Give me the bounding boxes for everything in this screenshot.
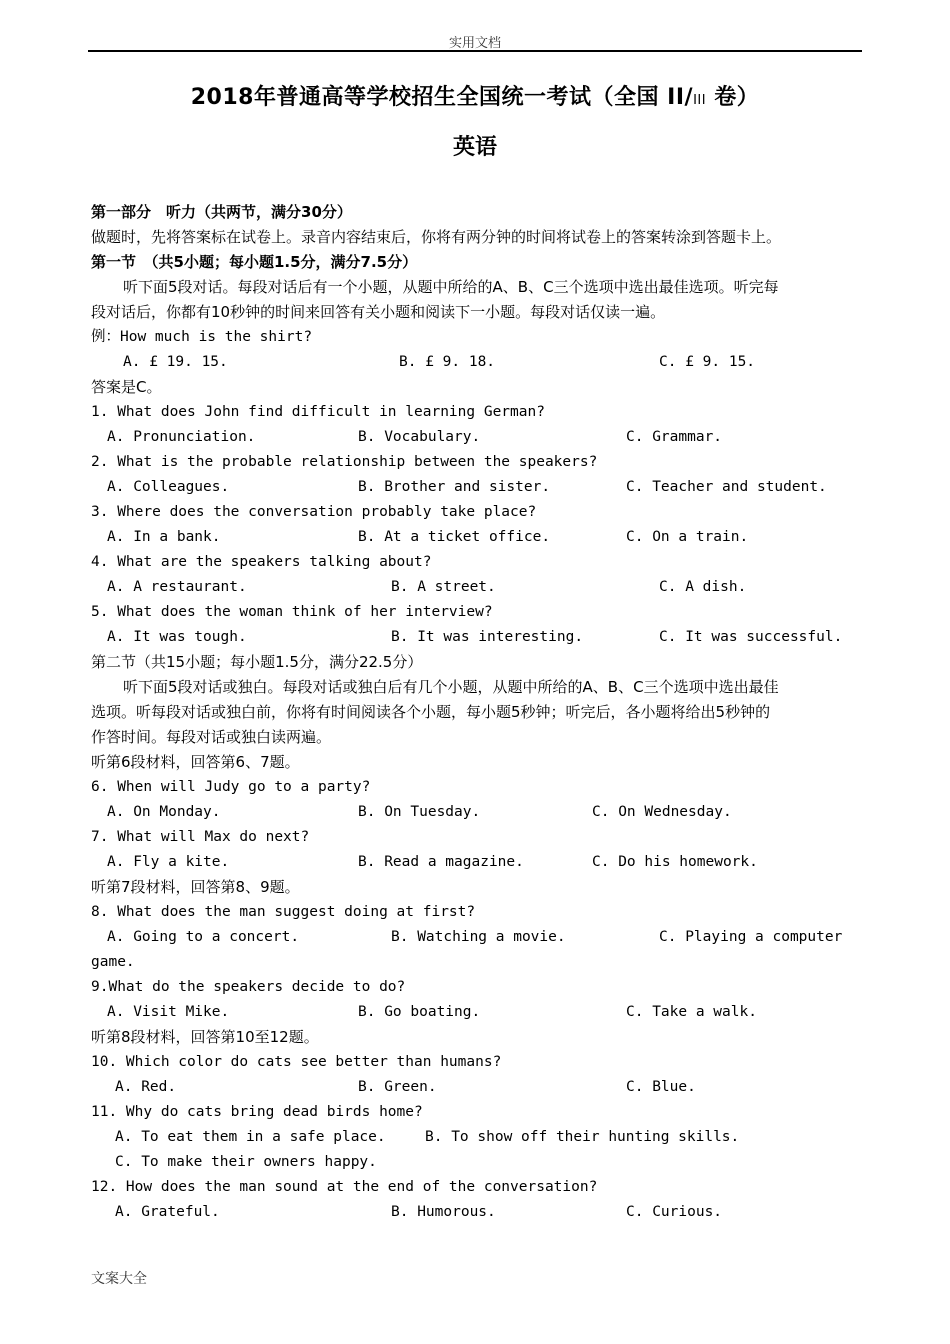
question-options	[91, 1125, 861, 1150]
question-stem: 5. What does the woman think of her interview?	[91, 604, 493, 620]
page-header: 实用文档	[448, 36, 501, 51]
option-b: B. To show off their hunting skills.	[425, 1129, 740, 1145]
option-c: C. To make their owners happy.	[115, 1154, 377, 1170]
question-stem: 1. What does John find difficult in learning German?	[91, 404, 545, 420]
option-c: C. On Wednesday.	[592, 804, 732, 820]
exam-title-end: 卷）	[706, 85, 760, 110]
option-b: B. Go boating.	[358, 1004, 481, 1020]
option-c: C. Blue.	[626, 1079, 696, 1095]
option-c: C. £ 9. 15.	[659, 354, 756, 370]
option-b: B. A street.	[391, 579, 496, 595]
question-stem: 8. What does the man suggest doing at first?	[91, 904, 476, 920]
exam-title	[0, 80, 950, 111]
question-stem: 6. When will Judy go to a party?	[91, 779, 371, 795]
option-c: C. Grammar.	[626, 429, 723, 445]
section2-heading: 第二节（共15小题；每小题1.5分，满分22.5分）	[91, 653, 423, 671]
question-stem: 11. Why do cats bring dead birds home?	[91, 1104, 423, 1120]
question-options	[91, 1075, 861, 1100]
question-stem: 10. Which color do cats see better than humans?	[91, 1054, 502, 1070]
part1-instruction: 做题时，先将答案标在试卷上。录音内容结束后，你将有两分钟的时间将试卷上的答案转涂到答题卡上。	[91, 228, 782, 246]
option-a: A. Red.	[115, 1079, 177, 1095]
question-options	[91, 475, 861, 500]
option-b: B. £ 9. 18.	[399, 354, 496, 370]
section1-heading: 第一节 （共5小题；每小题1.5分，满分7.5分）	[91, 253, 418, 271]
option-b: B. It was interesting.	[391, 629, 584, 645]
question-options	[91, 800, 861, 825]
option-a: A. It was tough.	[107, 629, 247, 645]
option-a: A. To eat them in a safe place.	[115, 1129, 386, 1145]
option-b: B. On Tuesday.	[358, 804, 481, 820]
option-a: A. Colleagues.	[107, 479, 230, 495]
material-heading: 听第6段材料，回答第6、7题。	[91, 753, 300, 771]
question-stem: 7. What will Max do next?	[91, 829, 310, 845]
exam-title-main: 2018年普通高等学校招生全国统一考试（全国 II/	[190, 85, 694, 110]
question-options	[91, 625, 861, 650]
option-b: B. Vocabulary.	[358, 429, 481, 445]
question-options	[91, 1200, 861, 1225]
section2-intro-line: 听下面5段对话或独白。每段对话或独白后有几个小题，从题中所给的A、B、C三个选项中选出最佳	[123, 678, 779, 696]
option-c: C. Teacher and student.	[626, 479, 827, 495]
option-b: B. Humorous.	[391, 1204, 496, 1220]
example-answer: 答案是C。	[91, 378, 162, 396]
question-stem: 2. What is the probable relationship between the speakers?	[91, 454, 598, 470]
option-continuation: game.	[91, 954, 135, 970]
question-options	[91, 925, 861, 950]
option-b: B. Watching a movie.	[391, 929, 566, 945]
option-a: A. A restaurant.	[107, 579, 247, 595]
option-c: C. Do his homework.	[592, 854, 758, 870]
question-stem: 4. What are the speakers talking about?	[91, 554, 432, 570]
question-options	[91, 575, 861, 600]
option-a: A. £ 19. 15.	[123, 354, 228, 370]
subject-title: 英语	[452, 135, 497, 160]
option-c: C. On a train.	[626, 529, 749, 545]
option-b: B. At a ticket office.	[358, 529, 551, 545]
option-a: A. Fly a kite.	[107, 854, 230, 870]
option-a: A. On Monday.	[107, 804, 221, 820]
option-c: C. A dish.	[659, 579, 747, 595]
option-a: A. Grateful.	[115, 1204, 220, 1220]
material-heading: 听第7段材料，回答第8、9题。	[91, 878, 300, 896]
part1-heading: 第一部分 听力（共两节，满分30分）	[91, 203, 352, 221]
question-options	[91, 525, 861, 550]
question-stem: 12. How does the man sound at the end of the conversation?	[91, 1179, 598, 1195]
header-rule	[88, 50, 862, 52]
material-heading: 听第8段材料，回答第10至12题。	[91, 1028, 319, 1046]
section1-intro-line: 段对话后，你都有10秒钟的时间来回答有关小题和阅读下一小题。每段对话仅读一遍。	[91, 303, 666, 321]
example-options	[91, 350, 861, 375]
option-a: A. Visit Mike.	[107, 1004, 230, 1020]
option-a: A. Going to a concert.	[107, 929, 300, 945]
option-c: C. Curious.	[626, 1204, 723, 1220]
option-b: B. Brother and sister.	[358, 479, 551, 495]
option-a: A. In a bank.	[107, 529, 221, 545]
question-options	[91, 425, 861, 450]
option-c: C. Playing a computer	[659, 929, 843, 945]
question-options	[91, 1150, 861, 1175]
option-a: A. Pronunciation.	[107, 429, 256, 445]
option-c: C. Take a walk.	[626, 1004, 757, 1020]
page-footer: 文案大全	[91, 1271, 147, 1287]
question-stem: 3. Where does the conversation probably take place?	[91, 504, 537, 520]
example-question: 例：How much is the shirt?	[91, 329, 313, 345]
question-options	[91, 1000, 861, 1025]
exam-content	[91, 200, 861, 1225]
exam-title-small: III	[693, 93, 707, 108]
question-options	[91, 850, 861, 875]
option-b: B. Green.	[358, 1079, 437, 1095]
option-c: C. It was successful.	[659, 629, 843, 645]
section2-intro-line: 选项。听每段对话或独白前，你将有时间阅读各个小题，每小题5秒钟；听完后，各小题将给出5秒钟的	[91, 703, 771, 721]
option-b: B. Read a magazine.	[358, 854, 524, 870]
section1-intro-line: 听下面5段对话。每段对话后有一个小题，从题中所给的A、B、C三个选项中选出最佳选项。听完每	[123, 278, 779, 296]
question-stem: 9.What do the speakers decide to do?	[91, 979, 406, 995]
section2-intro-line: 作答时间。每段对话或独白读两遍。	[91, 728, 332, 746]
